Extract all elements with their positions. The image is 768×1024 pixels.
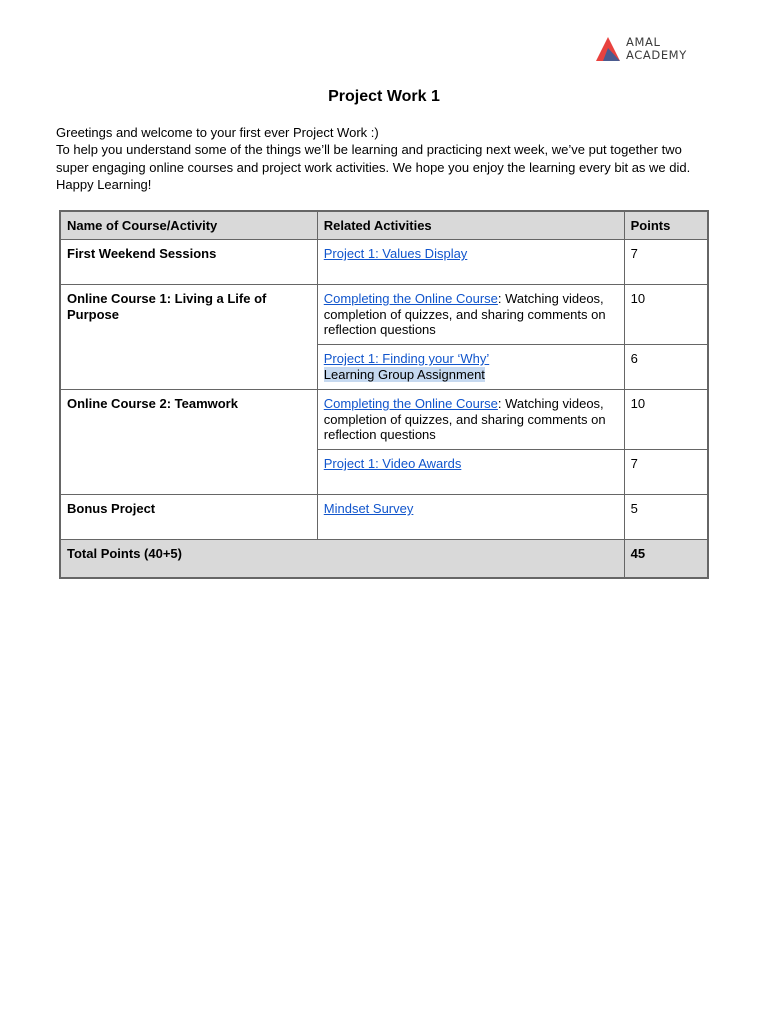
points-cell: 10	[624, 285, 708, 345]
table-row	[60, 390, 708, 450]
points-cell: 6	[624, 345, 708, 390]
course-name: Online Course 2: Teamwork	[60, 390, 317, 495]
activity-link[interactable]: Mindset Survey	[323, 501, 414, 516]
table-header-row	[60, 211, 708, 240]
activity-cell	[317, 390, 624, 450]
points-cell: 5	[624, 495, 708, 540]
activity-link[interactable]: Project 1: Finding your ‘Why’	[323, 351, 490, 366]
activity-description: : Watching videos, completion of quizzes, and sharing comments on reflection questions	[323, 396, 606, 443]
total-row	[60, 540, 708, 579]
amal-academy-logo	[595, 36, 687, 62]
activity-cell	[317, 240, 624, 285]
activity-link[interactable]: Completing the Online Course	[323, 396, 498, 411]
activity-cell	[317, 285, 624, 345]
intro-text	[56, 124, 716, 193]
header-name: Name of Course/Activity	[60, 211, 317, 240]
header-activities: Related Activities	[317, 211, 624, 240]
logo-line-2: ACADEMY	[626, 48, 687, 62]
course-name: First Weekend Sessions	[60, 240, 317, 285]
highlighted-text: Learning Group Assignment	[323, 366, 485, 382]
intro-greeting: Greetings and welcome to your first ever Project Work :)	[56, 125, 379, 140]
project-work-table	[59, 210, 709, 579]
total-points: 45	[624, 540, 708, 579]
intro-description: To help you understand some of the things we’ll be learning and practicing next week, we’ve put together two super engaging online courses and project work activities. We hope you enjoy the learning every bit as we did. Happy Learning!	[56, 142, 691, 192]
activity-link[interactable]: Completing the Online Course	[323, 291, 498, 306]
header-points: Points	[624, 211, 708, 240]
total-label: Total Points (40+5)	[60, 540, 624, 579]
course-name: Online Course 1: Living a Life of Purpose	[60, 285, 317, 390]
activity-cell	[317, 495, 624, 540]
activity-link[interactable]: Project 1: Video Awards	[323, 456, 462, 471]
points-cell: 7	[624, 240, 708, 285]
table-row	[60, 285, 708, 345]
page-title: Project Work 1	[328, 88, 440, 105]
activity-cell	[317, 450, 624, 495]
logo-line-1: AMAL	[626, 35, 661, 49]
table-row	[60, 495, 708, 540]
activity-link[interactable]: Project 1: Values Display	[323, 246, 468, 261]
activity-description: : Watching videos, completion of quizzes, and sharing comments on reflection questions	[323, 291, 606, 338]
logo-triangle-icon	[595, 36, 621, 62]
logo-text	[626, 36, 687, 62]
table-row	[60, 240, 708, 285]
course-name: Bonus Project	[60, 495, 317, 540]
points-cell: 10	[624, 390, 708, 450]
points-cell: 7	[624, 450, 708, 495]
activity-cell	[317, 345, 624, 390]
